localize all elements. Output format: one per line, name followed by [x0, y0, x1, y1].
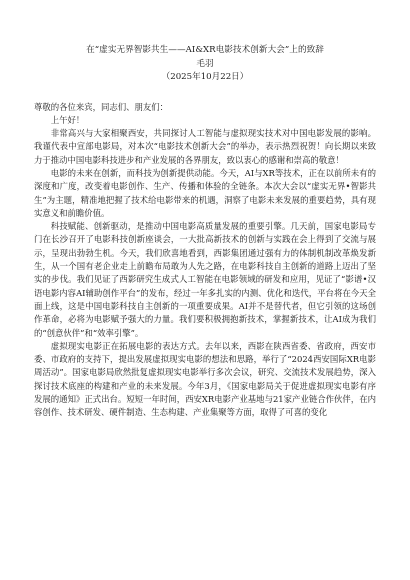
greeting: 上午好！: [50, 114, 85, 125]
author-name: 毛羽: [196, 58, 214, 69]
body-paragraph: 科技赋能、创新驱动，是推动中国电影高质量发展的重要引擎。几天前，国家电影局专门在长沙召开了电影科技创新座谈会，一大批高新技术的创新与实践在会上得到了交流与展示，呈现出勃勃生机。今天，我们欣喜地看到，西影集团通过强有力的体制机制改革焕发新生，从一个国有老企业走上前瞻布局敢为人先之路，在电影科技自主创新的道路上迈出了坚实的步伐。我们见证了西影研究生成式人工智能在电影领域的研发和应用，见证了“影谱•汉语电影内容AI辅助创作平台”的发布，经过一年多扎实的内测、优化和迭代，平台将在今天全面上线，这是中国电影科技自主创新的一项重要成果。AI并不是替代者，但它引领的这场创作革命，必将为电影赋予强大的力量。我们要积极拥抱新技术，掌握新技术，让AI成为我们的“创意伙伴”和“效率引擎”。: [34, 221, 376, 338]
speech-date: （2025年10月22日）: [161, 72, 249, 83]
body-paragraph: 虚拟现实电影正在拓展电影的表达方式。去年以来，西影在陕西省委、省政府，西安市委、市政府的支持下，提出发展虚拟现实电影的想法和思路，举行了“2024西安国际XR电影周活动”。国家电影局欣然批复虚拟现实电影举行多次会议，研究、交流技术发展趋势，深入探讨技术底座的构建和产业的未来发展。今年3月，《国家电影局关于促进虚拟现实电影有序发展的通知》正式出台。短短一年时间，西安XR电影产业基地与21家产业链合作伙伴，在内容创作、技术研发、硬件制造、生态构建、产业集聚等方面，取得了可喜的变化: [34, 340, 376, 418]
document-title: 在“虚实无界智影共生——AI&XR电影技术创新大会”上的致辞: [86, 45, 324, 55]
body-paragraph: 非常高兴与大家相聚西安，共同探讨人工智能与虚拟现实技术对中国电影发展的影响。我谨代表中宣部电影局，对本次“电影技术创新大会”的举办，表示热烈祝贺！向长期以来致力于推动中国电影科技进步和产业发展的各界朋友，致以衷心的感谢和崇高的敬意！: [34, 128, 376, 165]
salutation: 尊敬的各位来宾，同志们、朋友们：: [34, 101, 168, 112]
body-paragraph: 电影的未来在创新，而科技为创新提供动能。今天，AI与XR等技术，正在以前所未有的深度和广度，改变着电影创作、生产、传播和体验的全链条。本次大会以“虚实无界•智影共生”为主题，精准地把握了技术给电影带来的机遇，洞察了电影未来发展的重要趋势，具有现实意义和前瞻价值。: [34, 167, 376, 218]
document-header: [34, 44, 376, 85]
